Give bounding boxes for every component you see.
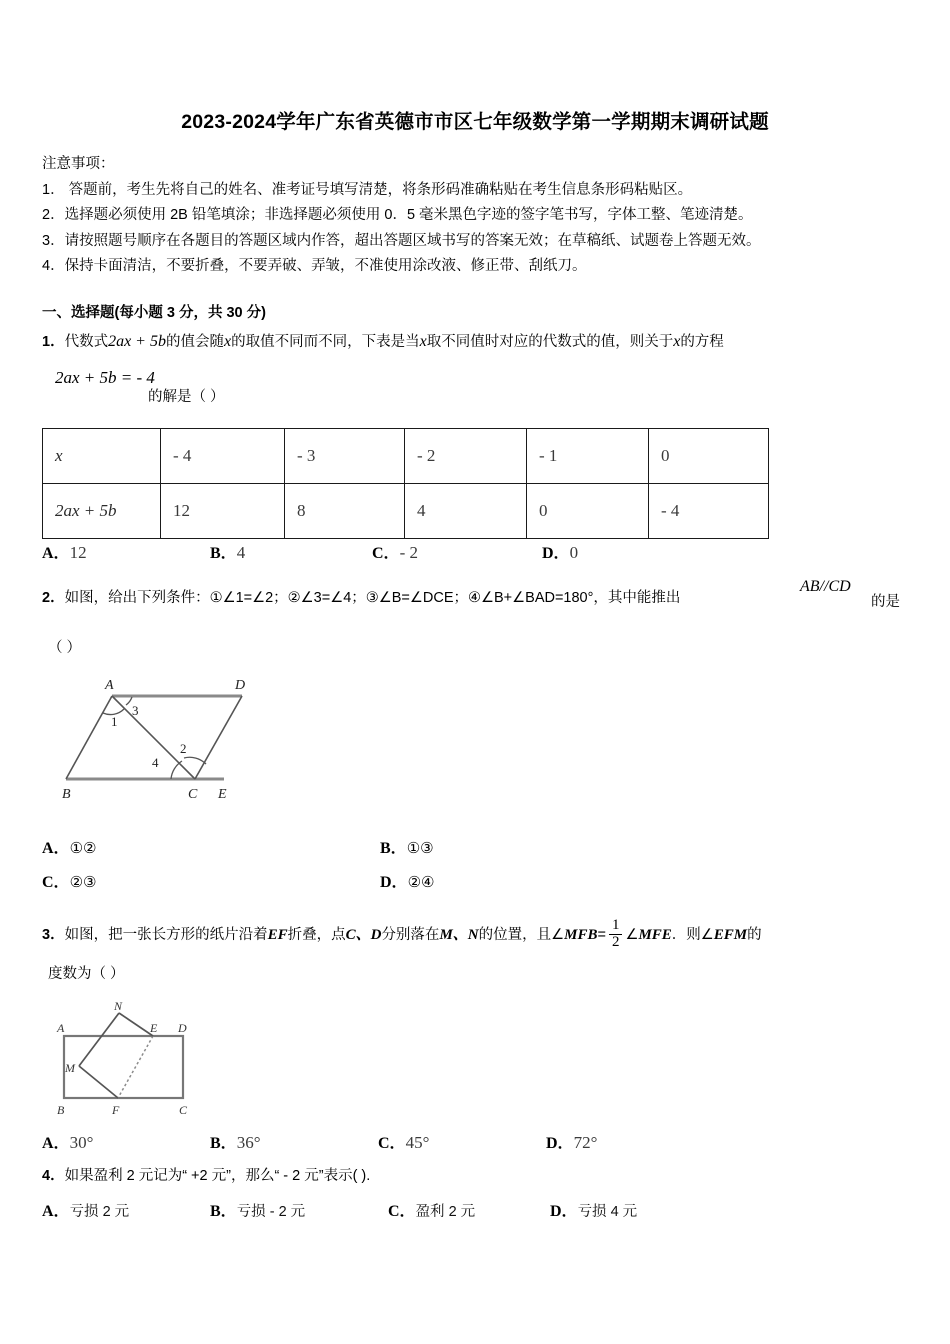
label-M: M [65,1061,75,1075]
q2-option-b[interactable]: B．①③ [380,839,434,857]
question-4-number: 4． [42,1168,65,1184]
notice-line-4: 4．保持卡面清洁，不要折叠，不要弄破、弄皱，不准使用涂改液、修正带、刮纸刀。 [42,258,587,274]
q3-mn: M、N [439,927,479,943]
q1-expr-1: 2ax + 5b [108,333,166,350]
q3-text-line2: 度数为（ ） [48,966,125,982]
label-D: D [178,1021,187,1035]
table-cell-r1c0: 2ax + 5b [43,484,161,539]
q3-cd: C、D [345,927,382,943]
label-B: B [62,787,71,802]
question-2-number: 2． [42,590,65,606]
table-cell-r0c3: - 2 [405,429,527,484]
question-3-figure [50,1000,250,1133]
question-4-text [42,1164,370,1188]
table-cell-r0c4: - 1 [527,429,649,484]
q3-p6: ．则∠ [671,927,714,943]
question-4-options [42,1198,742,1220]
table-cell-r0c5: 0 [649,429,769,484]
question-1-number: 1． [42,334,65,350]
q1-var-3: x [673,333,681,350]
label-A: A [105,678,114,693]
table-cell-r1c1: 12 [161,484,285,539]
notice-block [42,152,922,280]
q1-part-3: 的取值不同而不同，下表是当 [231,334,420,350]
table-row [43,429,769,484]
label-E: E [218,787,227,802]
q2-superscript-abcd: AB//CD [800,578,851,595]
q3-p3: 分别落在 [381,927,440,943]
q3-p4: 的位置，且∠ [478,927,565,943]
q3-option-d[interactable]: D．72° [546,1133,598,1152]
q1-part-5: 的方程 [680,334,724,350]
q1-var-1: x [223,333,232,350]
label-D: D [235,678,246,693]
question-3-options [42,1130,722,1152]
question-3-number: 3． [42,927,65,943]
table-cell-r0c0: x [43,429,161,484]
label-angle-2: 2 [180,741,187,756]
table-cell-r1c4: 0 [527,484,649,539]
q3-eq: = [597,927,606,943]
q3-p7: 的 [747,927,762,943]
q1-option-c[interactable]: C．- 2 [372,543,418,562]
q3-option-c[interactable]: C．45° [378,1133,430,1152]
question-1-formula: 2ax + 5b = - 4 [55,368,155,387]
question-2-figure [60,672,310,812]
q4-option-d[interactable]: D．亏损 4 元 [550,1203,638,1220]
table-cell-r0c2: - 3 [285,429,405,484]
q3-efm: EFM [713,927,748,943]
label-angle-3: 3 [132,703,139,718]
q3-p2: 折叠，点 [287,927,346,943]
q2-option-c[interactable]: C．②③ [42,873,97,891]
q3-p5: ∠ [625,927,639,943]
q1-part-1: 代数式 [64,334,109,350]
notice-line-1: 1． 答题前，考生先将自己的姓名、准考证号填写清楚，将条形码准确粘贴在考生信息条形码粘贴区。 [42,181,693,198]
label-angle-1: 1 [111,714,118,729]
q4-option-b[interactable]: B．亏损 - 2 元 [210,1203,306,1220]
q1-option-d[interactable]: D．0 [542,543,579,562]
q3-mfb: MFB [564,927,598,943]
q2-line1-end: 的是 [871,594,900,610]
q4-option-c[interactable]: C．盈利 2 元 [388,1203,476,1220]
notice-heading: 注意事项： [42,156,115,172]
q4-body: 如果盈利 2 元记为“ +2 元”，那么“ - 2 元”表示( ). [64,1168,371,1184]
question-3-text-line1 [42,918,762,951]
q3-fraction-one-half: $\frac{1}{2}$ [609,918,623,951]
q1-option-a[interactable]: A．12 [42,543,87,562]
q3-ef: EF [267,927,288,943]
notice-line-2: 2．选择题必须使用 2B 铅笔填涂；非选择题必须使用 0．5 毫米黑色字迹的签字笔书写，字体工整、笔迹清楚。 [42,207,753,223]
question-1-table [42,428,769,539]
q1-part-4: 取不同值时对应的代数式的值，则关于 [426,334,674,350]
section-heading: 一、选择题(每小题 3 分，共 30 分) [42,305,266,321]
label-E: E [150,1021,158,1035]
q3-p1: 如图，把一张长方形的纸片沿着 [64,927,268,943]
table-cell-r1c3: 4 [405,484,527,539]
question-2-options-row2 [42,869,682,891]
question-2-options-row1 [42,835,682,857]
label-A: A [57,1021,65,1035]
table-cell-r1c5: - 4 [649,484,769,539]
label-N: N [114,1000,123,1013]
q2-body: 如图，给出下列条件：①∠1=∠2；②∠3=∠4；③∠B=∠DCE；④∠B+∠BAD=180°，其中能推出 [64,590,681,606]
q1-part-2: 的值会随 [165,334,224,350]
q4-option-a[interactable]: A．亏损 2 元 [42,1203,130,1220]
label-C: C [179,1103,188,1117]
label-angle-4: 4 [152,755,159,770]
table-cell-r1c2: 8 [285,484,405,539]
question-2-text-line1 [42,586,680,610]
table-cell-r0c1: - 4 [161,429,285,484]
q3-option-a[interactable]: A．30° [42,1133,94,1152]
folded-rectangle-abcd-svg [50,1000,250,1128]
q2-option-d[interactable]: D．②④ [380,873,435,891]
question-1-text [42,330,724,354]
q2-text-line2: （ ） [48,640,82,656]
label-F: F [112,1103,120,1117]
question-1-options [42,540,742,562]
q1-option-b[interactable]: B．4 [210,543,246,562]
label-B: B [57,1103,65,1117]
question-1-tail: 的解是（ ） [148,389,225,405]
notice-line-3: 3．请按照题号顺序在各题目的答题区域内作答，超出答题区域书写的答案无效；在草稿纸、试题卷上答题无效。 [42,232,761,249]
q1-var-2: x [419,333,427,350]
q3-mfe: MFE [638,927,672,943]
label-C: C [188,787,198,802]
q2-option-a[interactable]: A．①② [42,839,97,857]
table-row [43,484,769,539]
page-title: 2023-2024学年广东省英德市市区七年级数学第一学期期末调研试题 [181,111,769,133]
q3-option-b[interactable]: B．36° [210,1133,261,1152]
parallelogram-abcd-with-e-svg [60,672,310,807]
